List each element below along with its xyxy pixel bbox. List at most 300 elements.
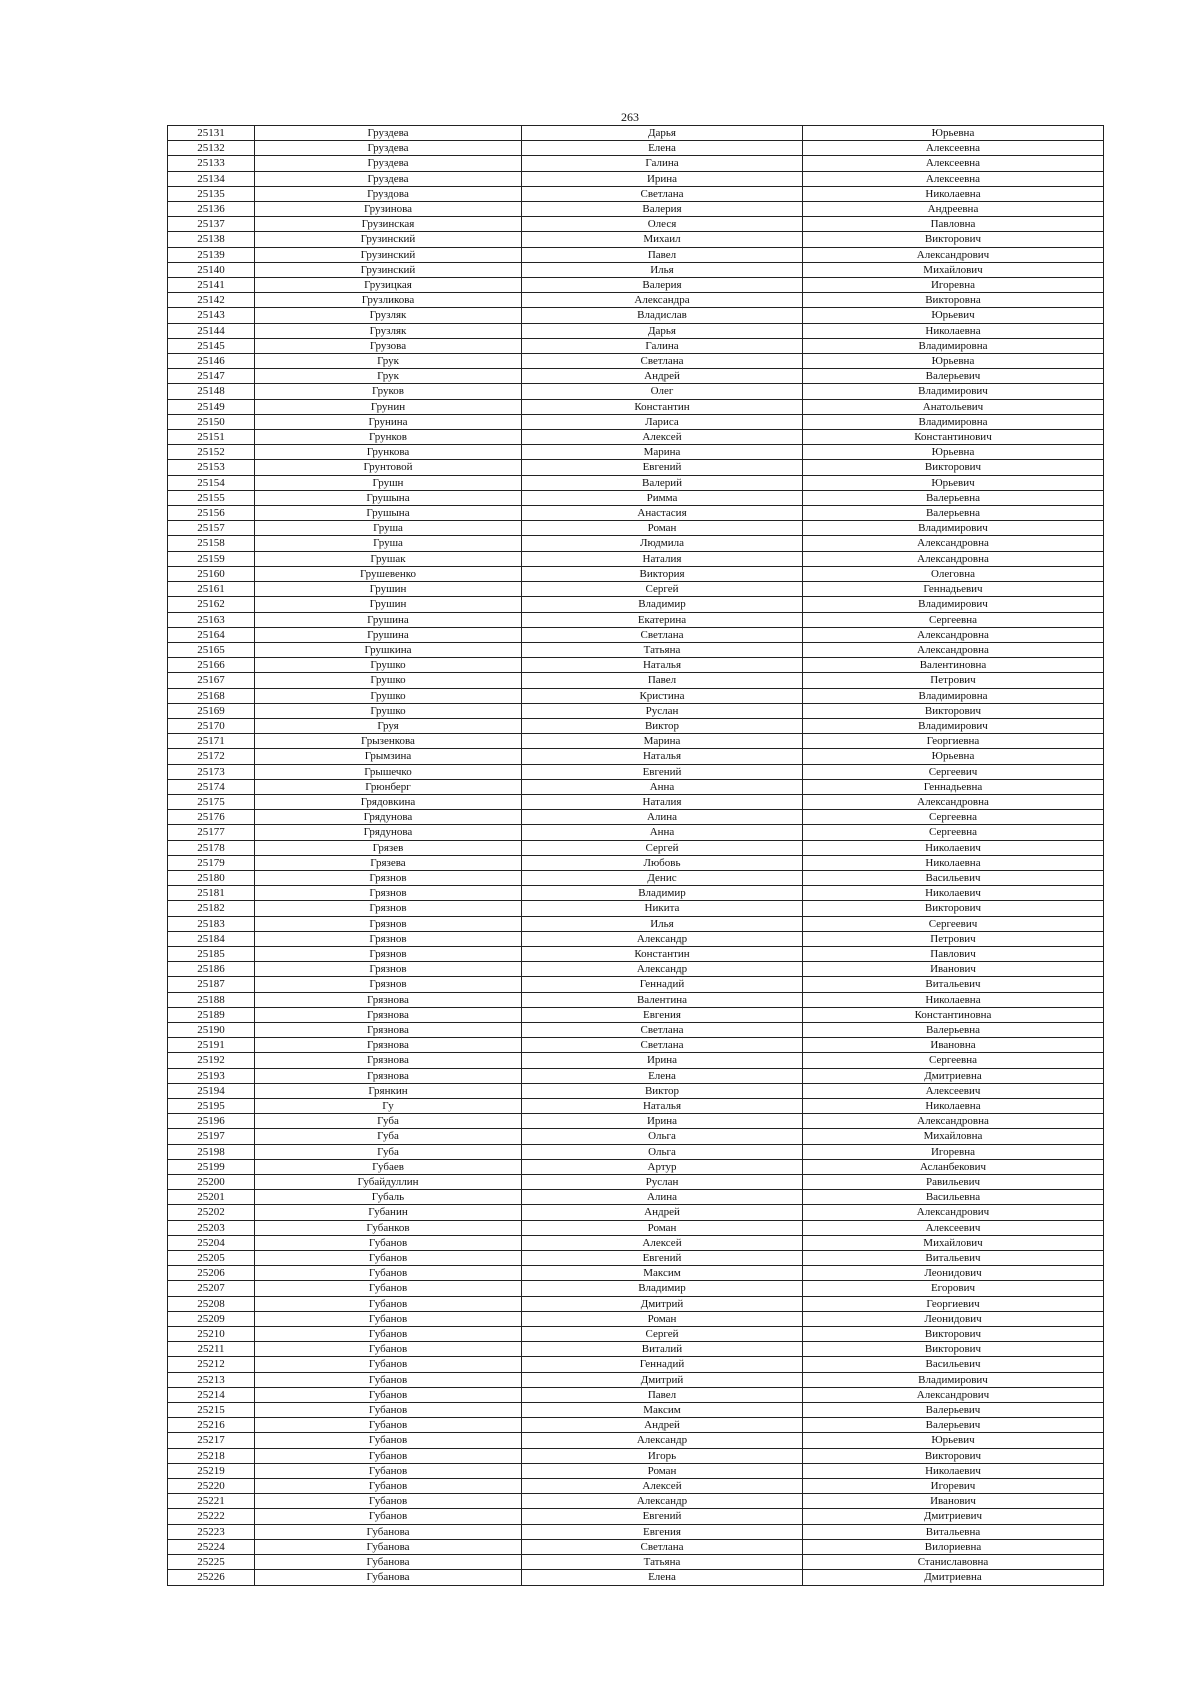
record-number-cell: 25200 [168, 1175, 255, 1190]
record-number-cell: 25149 [168, 399, 255, 414]
record-number-cell: 25168 [168, 688, 255, 703]
table-row [168, 354, 1104, 369]
table-row [168, 262, 1104, 277]
last-name-cell: Грязнова [255, 1007, 522, 1022]
last-name-cell: Грунина [255, 414, 522, 429]
table-row [168, 171, 1104, 186]
record-number-cell: 25185 [168, 946, 255, 961]
middle-name-cell: Георгиевна [803, 734, 1104, 749]
middle-name-cell: Александровна [803, 551, 1104, 566]
middle-name-cell: Равильевич [803, 1175, 1104, 1190]
first-name-cell: Евгений [522, 764, 803, 779]
first-name-cell: Алина [522, 810, 803, 825]
record-number-cell: 25162 [168, 597, 255, 612]
table-row [168, 582, 1104, 597]
first-name-cell: Валерий [522, 475, 803, 490]
first-name-cell: Валентина [522, 992, 803, 1007]
record-number-cell: 25132 [168, 141, 255, 156]
middle-name-cell: Владимирович [803, 1372, 1104, 1387]
last-name-cell: Губанов [255, 1251, 522, 1266]
middle-name-cell: Валерьевич [803, 1403, 1104, 1418]
record-number-cell: 25136 [168, 202, 255, 217]
record-number-cell: 25134 [168, 171, 255, 186]
middle-name-cell: Анатольевич [803, 399, 1104, 414]
first-name-cell: Александр [522, 1433, 803, 1448]
last-name-cell: Грязнова [255, 1053, 522, 1068]
middle-name-cell: Павловна [803, 217, 1104, 232]
middle-name-cell: Игоревна [803, 278, 1104, 293]
first-name-cell: Евгения [522, 1524, 803, 1539]
middle-name-cell: Юрьевна [803, 749, 1104, 764]
table-row [168, 1479, 1104, 1494]
last-name-cell: Грунтовой [255, 460, 522, 475]
first-name-cell: Евгений [522, 1251, 803, 1266]
middle-name-cell: Николаевич [803, 886, 1104, 901]
first-name-cell: Лариса [522, 414, 803, 429]
table-row [168, 810, 1104, 825]
middle-name-cell: Владимировна [803, 688, 1104, 703]
record-number-cell: 25148 [168, 384, 255, 399]
middle-name-cell: Александрович [803, 1205, 1104, 1220]
table-row [168, 1099, 1104, 1114]
last-name-cell: Грушына [255, 490, 522, 505]
middle-name-cell: Иванович [803, 962, 1104, 977]
table-row [168, 521, 1104, 536]
last-name-cell: Грук [255, 354, 522, 369]
record-number-cell: 25206 [168, 1266, 255, 1281]
middle-name-cell: Викторовна [803, 293, 1104, 308]
record-number-cell: 25203 [168, 1220, 255, 1235]
first-name-cell: Игорь [522, 1448, 803, 1463]
first-name-cell: Илья [522, 262, 803, 277]
last-name-cell: Грушына [255, 506, 522, 521]
record-number-cell: 25179 [168, 855, 255, 870]
middle-name-cell: Игоревна [803, 1144, 1104, 1159]
table-row [168, 232, 1104, 247]
record-number-cell: 25191 [168, 1038, 255, 1053]
record-number-cell: 25166 [168, 658, 255, 673]
first-name-cell: Алексей [522, 430, 803, 445]
last-name-cell: Грузинский [255, 247, 522, 262]
last-name-cell: Губанов [255, 1448, 522, 1463]
last-name-cell: Грядунова [255, 825, 522, 840]
table-row [168, 688, 1104, 703]
table-row [168, 886, 1104, 901]
table-row [168, 764, 1104, 779]
record-number-cell: 25224 [168, 1539, 255, 1554]
last-name-cell: Грузинский [255, 262, 522, 277]
first-name-cell: Александра [522, 293, 803, 308]
middle-name-cell: Сергеевна [803, 825, 1104, 840]
record-number-cell: 25173 [168, 764, 255, 779]
last-name-cell: Губанова [255, 1539, 522, 1554]
table-row [168, 1266, 1104, 1281]
last-name-cell: Грузляк [255, 323, 522, 338]
last-name-cell: Губанов [255, 1296, 522, 1311]
last-name-cell: Грушн [255, 475, 522, 490]
first-name-cell: Константин [522, 399, 803, 414]
first-name-cell: Максим [522, 1403, 803, 1418]
table-row [168, 1175, 1104, 1190]
table-row [168, 338, 1104, 353]
middle-name-cell: Николаевич [803, 840, 1104, 855]
table-row [168, 627, 1104, 642]
record-number-cell: 25205 [168, 1251, 255, 1266]
table-row [168, 992, 1104, 1007]
table-row [168, 825, 1104, 840]
last-name-cell: Губанова [255, 1524, 522, 1539]
record-number-cell: 25213 [168, 1372, 255, 1387]
middle-name-cell: Владимирович [803, 384, 1104, 399]
table-row [168, 901, 1104, 916]
table-row [168, 597, 1104, 612]
table-row [168, 1387, 1104, 1402]
record-number-cell: 25154 [168, 475, 255, 490]
record-number-cell: 25220 [168, 1479, 255, 1494]
first-name-cell: Денис [522, 870, 803, 885]
middle-name-cell: Вилориевна [803, 1539, 1104, 1554]
record-number-cell: 25137 [168, 217, 255, 232]
last-name-cell: Губанин [255, 1205, 522, 1220]
middle-name-cell: Валерьевич [803, 369, 1104, 384]
last-name-cell: Груша [255, 536, 522, 551]
middle-name-cell: Юрьевич [803, 1433, 1104, 1448]
last-name-cell: Грязнова [255, 992, 522, 1007]
middle-name-cell: Владимирович [803, 718, 1104, 733]
middle-name-cell: Геннадьевна [803, 779, 1104, 794]
record-number-cell: 25189 [168, 1007, 255, 1022]
last-name-cell: Губаль [255, 1190, 522, 1205]
first-name-cell: Александр [522, 931, 803, 946]
first-name-cell: Галина [522, 338, 803, 353]
record-number-cell: 25222 [168, 1509, 255, 1524]
first-name-cell: Роман [522, 1220, 803, 1235]
last-name-cell: Грушина [255, 612, 522, 627]
table-row [168, 414, 1104, 429]
last-name-cell: Груздева [255, 156, 522, 171]
table-row [168, 870, 1104, 885]
last-name-cell: Губанова [255, 1570, 522, 1585]
last-name-cell: Грузова [255, 338, 522, 353]
middle-name-cell: Валентиновна [803, 658, 1104, 673]
first-name-cell: Илья [522, 916, 803, 931]
record-number-cell: 25196 [168, 1114, 255, 1129]
middle-name-cell: Николаевна [803, 323, 1104, 338]
middle-name-cell: Николаевич [803, 1463, 1104, 1478]
record-number-cell: 25194 [168, 1083, 255, 1098]
record-number-cell: 25147 [168, 369, 255, 384]
last-name-cell: Губанов [255, 1342, 522, 1357]
last-name-cell: Грушевенко [255, 566, 522, 581]
table-row [168, 1114, 1104, 1129]
record-number-cell: 25210 [168, 1327, 255, 1342]
first-name-cell: Никита [522, 901, 803, 916]
first-name-cell: Роман [522, 1463, 803, 1478]
table-row [168, 962, 1104, 977]
last-name-cell: Грузинский [255, 232, 522, 247]
first-name-cell: Татьяна [522, 642, 803, 657]
table-row [168, 369, 1104, 384]
first-name-cell: Константин [522, 946, 803, 961]
middle-name-cell: Викторович [803, 901, 1104, 916]
table-row [168, 718, 1104, 733]
table-row [168, 1418, 1104, 1433]
last-name-cell: Губанов [255, 1357, 522, 1372]
record-number-cell: 25145 [168, 338, 255, 353]
table-row [168, 308, 1104, 323]
middle-name-cell: Дмитриевна [803, 1570, 1104, 1585]
last-name-cell: Грязнов [255, 946, 522, 961]
middle-name-cell: Константинович [803, 430, 1104, 445]
first-name-cell: Владимир [522, 886, 803, 901]
middle-name-cell: Владимирович [803, 521, 1104, 536]
table-row [168, 1022, 1104, 1037]
first-name-cell: Алина [522, 1190, 803, 1205]
first-name-cell: Светлана [522, 186, 803, 201]
record-number-cell: 25153 [168, 460, 255, 475]
last-name-cell: Губанова [255, 1555, 522, 1570]
middle-name-cell: Валерьевна [803, 490, 1104, 505]
table-row [168, 1144, 1104, 1159]
first-name-cell: Екатерина [522, 612, 803, 627]
middle-name-cell: Олеговна [803, 566, 1104, 581]
record-number-cell: 25178 [168, 840, 255, 855]
record-number-cell: 25225 [168, 1555, 255, 1570]
table-row [168, 460, 1104, 475]
middle-name-cell: Викторович [803, 703, 1104, 718]
table-row [168, 156, 1104, 171]
first-name-cell: Руслан [522, 1175, 803, 1190]
table-row [168, 186, 1104, 201]
last-name-cell: Грязева [255, 855, 522, 870]
last-name-cell: Грушак [255, 551, 522, 566]
first-name-cell: Павел [522, 673, 803, 688]
middle-name-cell: Александровна [803, 1114, 1104, 1129]
middle-name-cell: Александровна [803, 536, 1104, 551]
record-number-cell: 25175 [168, 794, 255, 809]
record-number-cell: 25186 [168, 962, 255, 977]
table-row [168, 1129, 1104, 1144]
last-name-cell: Губанов [255, 1463, 522, 1478]
last-name-cell: Грязнов [255, 886, 522, 901]
first-name-cell: Наталья [522, 1099, 803, 1114]
last-name-cell: Грязнов [255, 962, 522, 977]
table-row [168, 506, 1104, 521]
record-number-cell: 25177 [168, 825, 255, 840]
table-row [168, 1463, 1104, 1478]
table-row [168, 1448, 1104, 1463]
first-name-cell: Владислав [522, 308, 803, 323]
record-number-cell: 25156 [168, 506, 255, 521]
middle-name-cell: Валерьевна [803, 506, 1104, 521]
first-name-cell: Светлана [522, 1022, 803, 1037]
last-name-cell: Губанов [255, 1311, 522, 1326]
last-name-cell: Грышечко [255, 764, 522, 779]
last-name-cell: Губанов [255, 1235, 522, 1250]
first-name-cell: Елена [522, 1068, 803, 1083]
first-name-cell: Сергей [522, 582, 803, 597]
middle-name-cell: Константиновна [803, 1007, 1104, 1022]
table-row [168, 703, 1104, 718]
first-name-cell: Геннадий [522, 977, 803, 992]
table-row [168, 1007, 1104, 1022]
middle-name-cell: Николаевна [803, 855, 1104, 870]
table-row [168, 126, 1104, 141]
middle-name-cell: Васильевич [803, 1357, 1104, 1372]
last-name-cell: Губанков [255, 1220, 522, 1235]
table-row [168, 658, 1104, 673]
last-name-cell: Губанов [255, 1418, 522, 1433]
middle-name-cell: Александровна [803, 627, 1104, 642]
first-name-cell: Наталья [522, 749, 803, 764]
first-name-cell: Татьяна [522, 1555, 803, 1570]
first-name-cell: Наталия [522, 794, 803, 809]
table-row [168, 673, 1104, 688]
first-name-cell: Наталья [522, 658, 803, 673]
table-row [168, 1159, 1104, 1174]
last-name-cell: Гу [255, 1099, 522, 1114]
middle-name-cell: Владимировна [803, 414, 1104, 429]
record-number-cell: 25221 [168, 1494, 255, 1509]
first-name-cell: Светлана [522, 627, 803, 642]
record-number-cell: 25217 [168, 1433, 255, 1448]
table-row [168, 1281, 1104, 1296]
record-number-cell: 25176 [168, 810, 255, 825]
middle-name-cell: Иванович [803, 1494, 1104, 1509]
first-name-cell: Александр [522, 1494, 803, 1509]
first-name-cell: Марина [522, 445, 803, 460]
last-name-cell: Губанов [255, 1479, 522, 1494]
first-name-cell: Наталия [522, 551, 803, 566]
table-row [168, 566, 1104, 581]
middle-name-cell: Петрович [803, 673, 1104, 688]
record-number-cell: 25226 [168, 1570, 255, 1585]
middle-name-cell: Асланбекович [803, 1159, 1104, 1174]
table-row [168, 779, 1104, 794]
middle-name-cell: Михайловна [803, 1129, 1104, 1144]
table-row [168, 551, 1104, 566]
middle-name-cell: Юрьевич [803, 475, 1104, 490]
first-name-cell: Ирина [522, 1053, 803, 1068]
last-name-cell: Губанов [255, 1372, 522, 1387]
last-name-cell: Грушина [255, 627, 522, 642]
last-name-cell: Грязнов [255, 901, 522, 916]
record-number-cell: 25159 [168, 551, 255, 566]
last-name-cell: Грузинова [255, 202, 522, 217]
middle-name-cell: Геннадьевич [803, 582, 1104, 597]
last-name-cell: Грунков [255, 430, 522, 445]
record-number-cell: 25192 [168, 1053, 255, 1068]
record-number-cell: 25157 [168, 521, 255, 536]
last-name-cell: Груздева [255, 141, 522, 156]
table-row [168, 1053, 1104, 1068]
record-number-cell: 25144 [168, 323, 255, 338]
middle-name-cell: Николаевна [803, 1099, 1104, 1114]
table-row [168, 1038, 1104, 1053]
table-row [168, 1570, 1104, 1585]
record-number-cell: 25204 [168, 1235, 255, 1250]
middle-name-cell: Станиславовна [803, 1555, 1104, 1570]
first-name-cell: Руслан [522, 703, 803, 718]
last-name-cell: Губаев [255, 1159, 522, 1174]
first-name-cell: Дмитрий [522, 1372, 803, 1387]
record-number-cell: 25174 [168, 779, 255, 794]
record-number-cell: 25223 [168, 1524, 255, 1539]
middle-name-cell: Юрьевна [803, 126, 1104, 141]
last-name-cell: Грушин [255, 582, 522, 597]
table-row [168, 840, 1104, 855]
record-number-cell: 25155 [168, 490, 255, 505]
last-name-cell: Грушко [255, 688, 522, 703]
table-row [168, 293, 1104, 308]
middle-name-cell: Витальевич [803, 977, 1104, 992]
middle-name-cell: Сергеевич [803, 764, 1104, 779]
table-row [168, 445, 1104, 460]
table-row [168, 977, 1104, 992]
first-name-cell: Виталий [522, 1342, 803, 1357]
record-number-cell: 25167 [168, 673, 255, 688]
last-name-cell: Губанов [255, 1281, 522, 1296]
last-name-cell: Грязнов [255, 931, 522, 946]
table-row [168, 1220, 1104, 1235]
record-number-cell: 25195 [168, 1099, 255, 1114]
last-name-cell: Губа [255, 1114, 522, 1129]
first-name-cell: Алексей [522, 1479, 803, 1494]
record-number-cell: 25164 [168, 627, 255, 642]
table-row [168, 1555, 1104, 1570]
middle-name-cell: Владимирович [803, 597, 1104, 612]
last-name-cell: Грязнова [255, 1022, 522, 1037]
middle-name-cell: Александровна [803, 642, 1104, 657]
table-row [168, 399, 1104, 414]
table-row [168, 1190, 1104, 1205]
record-number-cell: 25190 [168, 1022, 255, 1037]
first-name-cell: Сергей [522, 1327, 803, 1342]
page-number: 263 [621, 110, 639, 124]
last-name-cell: Грушко [255, 658, 522, 673]
table-row [168, 278, 1104, 293]
first-name-cell: Владимир [522, 1281, 803, 1296]
table-row [168, 946, 1104, 961]
table-row [168, 734, 1104, 749]
table-row [168, 916, 1104, 931]
first-name-cell: Виктория [522, 566, 803, 581]
first-name-cell: Виктор [522, 718, 803, 733]
middle-name-cell: Сергеевна [803, 1053, 1104, 1068]
middle-name-cell: Сергеевич [803, 916, 1104, 931]
record-number-cell: 25183 [168, 916, 255, 931]
first-name-cell: Анастасия [522, 506, 803, 521]
last-name-cell: Груя [255, 718, 522, 733]
table-row [168, 1494, 1104, 1509]
first-name-cell: Ирина [522, 1114, 803, 1129]
last-name-cell: Грузликова [255, 293, 522, 308]
table-row [168, 1524, 1104, 1539]
middle-name-cell: Сергеевна [803, 612, 1104, 627]
middle-name-cell: Юрьевич [803, 308, 1104, 323]
middle-name-cell: Александровна [803, 794, 1104, 809]
first-name-cell: Роман [522, 521, 803, 536]
first-name-cell: Марина [522, 734, 803, 749]
first-name-cell: Светлана [522, 1038, 803, 1053]
first-name-cell: Павел [522, 1387, 803, 1402]
middle-name-cell: Валерьевна [803, 1022, 1104, 1037]
table-row [168, 536, 1104, 551]
table-row [168, 1083, 1104, 1098]
table-row [168, 1357, 1104, 1372]
record-number-cell: 25199 [168, 1159, 255, 1174]
roster-table [167, 125, 1104, 1586]
